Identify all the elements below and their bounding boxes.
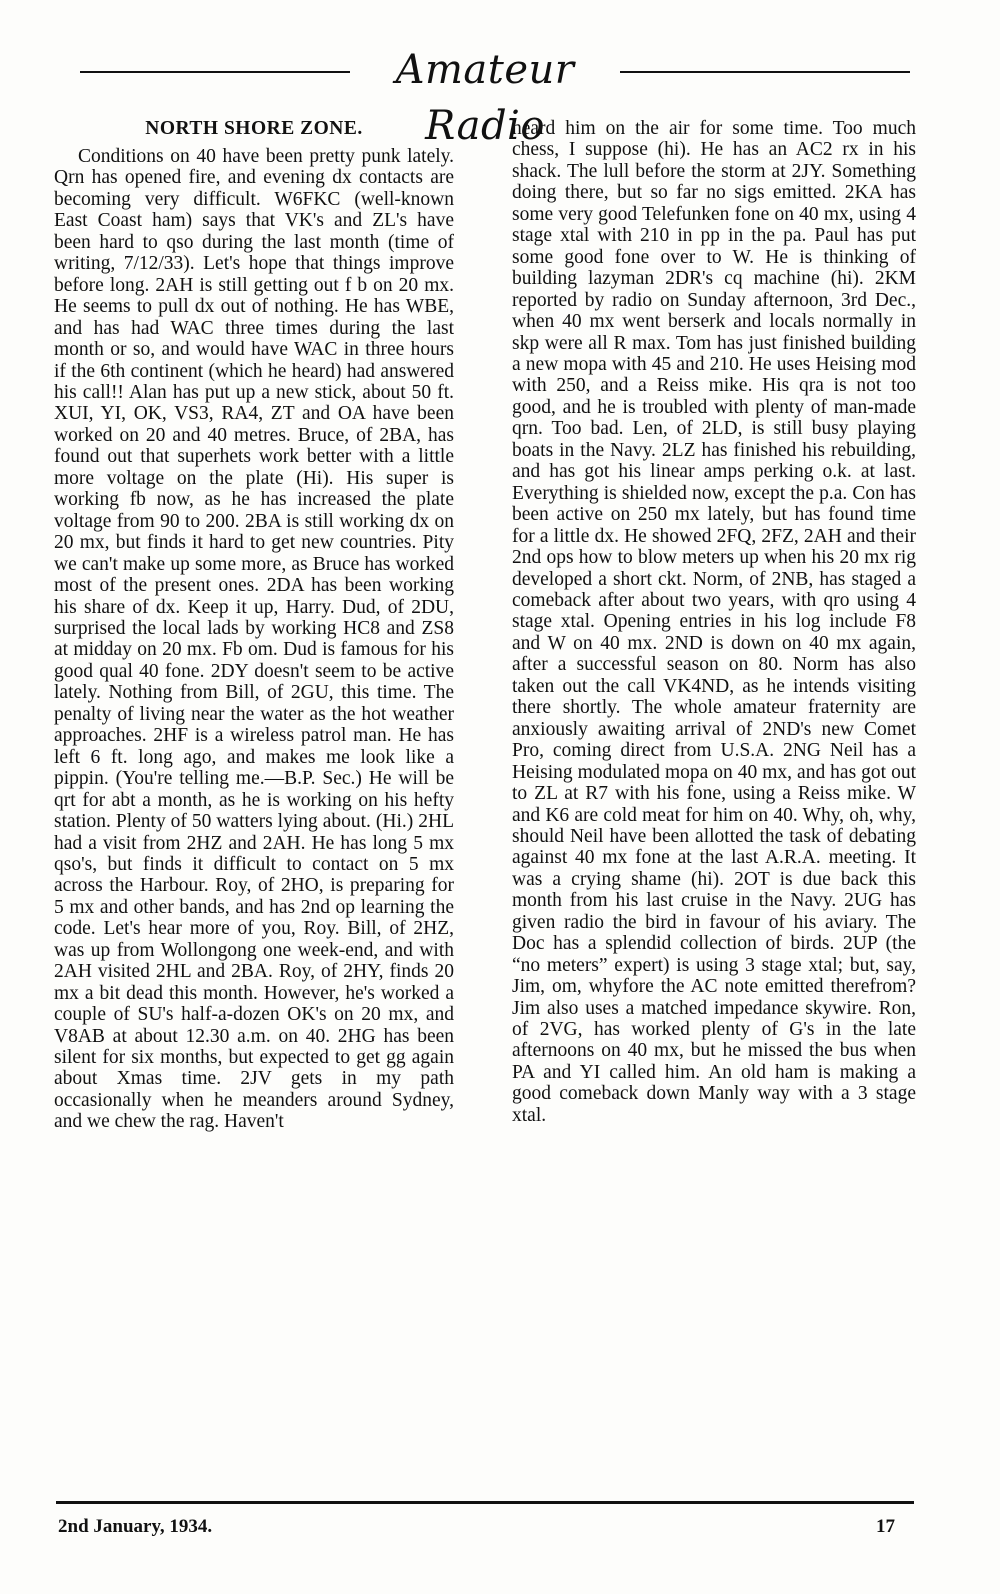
issue-date: 2nd January, 1934. (58, 1516, 213, 1537)
page-number: 17 (876, 1516, 895, 1537)
article-column-left (54, 118, 454, 1133)
article-body-left: Conditions on 40 have been pretty punk lately. Qrn has opened fire, and evening dx contacts are becoming very difficult. W6FKC (well-known East Coast ham) says that VK's and ZL's have been hard to qso during the last month (time of writing, 7/12/33). Let's hope that things improve before long. 2AH is still getting out f b on 20 mx. He seems to pull dx out of nothing. He has WBE, and has had WAC three times during the last month or so, and would have WAC in three hours if the 6th continent (which he heard) had answered his call!! Alan has put up a new stick, about 50 ft. XUI, YI, OK, VS3, RA4, ZT and OA have been worked on 20 and 40 metres. Bruce, of 2BA, has found out that superhets work better with a little more voltage on the plate (Hi). His super is working fb now, as he has increased the plate voltage from 90 to 200. 2BA is still working dx on 20 mx, but finds it hard to get new countries. Pity we can't make up some more, as Bruce has worked most of the present ones. 2DA has been working his share of dx. Keep it up, Harry. Dud, of 2DU, surprised the local lads by working HC8 and ZS8 at midday on 20 mx. Fb om. Dud is famous for his good qual 40 fone. 2DY doesn't seem to be active lately. Nothing from Bill, of 2GU, this time. The penalty of living near the water as the hot weather approaches. 2HF is a wireless patrol man. He has left 6 ft. long ago, and makes me look like a pippin. (You're telling me.—B.P. Sec.) He will be qrt for abt a month, as he is working on his hefty station. Plenty of 50 watters lying about. (Hi.) 2HL had a visit from 2HZ and 2AH. He has long 5 mx qso's, but finds it difficult to contact on 5 mx across the Harbour. Roy, of 2HO, is preparing for 5 mx and other bands, and has 2nd op learning the code. Let's hear more of you, Roy. Bill, of 2HZ, was up from Wollongong one week-end, and with 2AH visited 2HL and 2BA. Roy, of 2HY, finds 20 mx a bit dead this month. However, he's worked a couple of SU's half-a-dozen OK's on 20 mx, and V8AB at about 12.30 a.m. on 40. 2HG has been silent for six months, but expected to get gg again about Xmas time. 2JV gets in my path occasionally when he meanders around Sydney, and we chew the rag. Haven't (54, 146, 454, 1133)
masthead-rule-left (80, 71, 350, 73)
masthead-rule-right (620, 71, 910, 73)
footer-rule (56, 1501, 914, 1504)
article-heading: NORTH SHORE ZONE. (145, 118, 363, 139)
article-body-right: heard him on the air for some time. Too much chess, I suppose (hi). He has an AC2 rx in his shack. The lull before the storm at 2JY. Something doing there, but so far no sigs emitted. 2KA has some very good Telefunken fone on 40 mx, using 4 stage xtal with 210 in pp in the pa. Paul has put some good fone over to W. He is thinking of building lazyman 2DR's cq machine (hi). 2KM reported by radio on Sunday afternoon, 3rd Dec., when 40 mx went berserk and locals normally in skp were all R max. Tom has just finished building a new mopa with 45 and 210. He uses Heising mod with 250, and a Reiss mike. His qra is not too good, and he is troubled with plenty of man-made qrn. Too bad. Len, of 2LD, is still busy playing boats in the Navy. 2LZ has finished his rebuilding, and has got his linear amps perking o.k. at last. Everything is shielded now, except the p.a. Con has been active on 250 mx lately, but has found time for a little dx. He showed 2FQ, 2FZ, 2AH and their 2nd ops how to blow meters up when his 20 mx rig developed a short ckt. Norm, of 2NB, has staged a comeback after about two years, with qro using 4 stage xtal. Opening entries in his log include F8 and W on 40 mx. 2ND is down on 40 mx again, after a successful season on 80. Norm has also taken out the call VK4ND, as he intends visiting there shortly. The whole amateur fraternity are anxiously awaiting arrival of 2ND's new Comet Pro, coming direct from U.S.A. 2NG Neil has a Heising modulated mopa on 40 mx, and has got out to ZL at R7 with his fone, using a Reiss mike. W and K6 are cold meat for him on 40. Why, oh, why, should Neil have been allotted the task of debating against 40 mx fone at the last A.R.A. meeting. It was a crying shame (hi). 2OT is due back this month from his last cruise in the Navy. 2UG has given radio the bird in favour of his aviary. The Doc has a splendid collection of birds. 2UP (the “no meters” expert) is using 3 stage xtal; but, say, Jim, om, whyfore the AC note emitted therefrom? Jim also uses a matched impedance skywire. Ron, of 2VG, has worked plenty of G's in the late afternoons on 40 mx, but he missed the bus when PA and YI called him. An old ham is making a good comeback down Manly way with a 3 stage xtal. (512, 118, 916, 1126)
article-column-right (512, 118, 916, 1126)
publication-title: Amateur Radio (395, 47, 575, 149)
